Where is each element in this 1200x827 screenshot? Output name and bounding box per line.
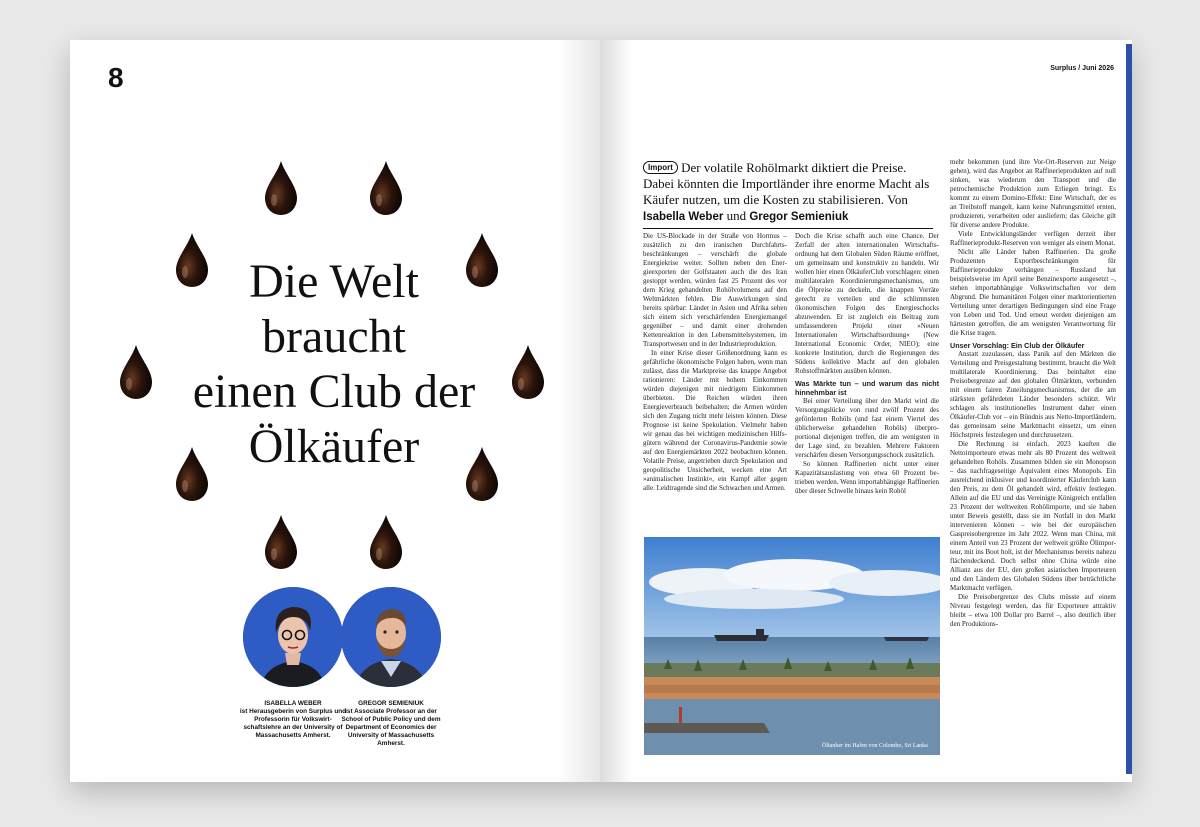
text-column-2 [795, 232, 939, 496]
paragraph: Die Preisobergrenze des Clubs müsste auf einem Niveau festgelegt werden, das für Exporteure attraktiv bleibt – etwa 100 Dollar pro Barrel –, also deutlich über den Produktions- [950, 593, 1116, 628]
harbor-photo [644, 537, 940, 755]
author-bio-weber [237, 700, 349, 740]
author-bio-semieniuk [335, 700, 447, 748]
author-portrait-semieniuk [341, 587, 441, 687]
headline-line: braucht [262, 310, 406, 363]
paragraph: So können Raffinerien nicht unter einer Kapazitätsauslastung von etwa 60 Prozent betrieben werden. Wenn importabhängige Raffinerien über dieser Schwelle hinaus kein Rohöl [795, 460, 939, 495]
headline-line: Die Welt [249, 255, 419, 308]
section-badge: Import [643, 161, 678, 174]
paragraph: mehr bekommen (und ihre Vor-Ort-Reserven zur Neige gehen), wird das Angebot an Raffinerieprodukten auf null sinken, was wiederum den Transport und die petrochemische Produktion zum Erliegen bringt. Es kommt zu einem Domino-Effekt: Eine Wirtschaft, der es an Treibstoff mangelt, kann keine Nahrungsmittel ernten, produzieren, verarbeiten oder ausliefern; das Gleiche gilt für diverse andere Produkte. [950, 158, 1116, 229]
byline-author: Isabella Weber [643, 211, 724, 223]
paragraph: Bei einer Verteilung über den Markt wird die Versorgungslücke von rund zwölf Prozent des geförderten Rohöls (und fast einem Viertel des üblicherweise gehandelten Rohöls) überproportional diejenigen treffen, die am wenigsten in der Lage sind, zu bezahlen. Mehrere Faktoren verschärfen diesen Versorgungsschock zusätzlich. [795, 397, 939, 459]
subheading: Unser Vorschlag: Ein Club der Ölkäufer [950, 341, 1085, 350]
byline-and: und [726, 208, 747, 223]
subheading: Was Märkte tun – und warum das nicht hinnehmbar ist [795, 379, 939, 397]
headline-line: Ölkäufer [248, 420, 420, 473]
paragraph: Nicht alle Länder haben Raffinerien. Da große Produzenten Exportbeschränkungen für Raffinerieprodukte verhängen – Russland hat beispielsweise im April seine Benzinexporte ausgesetzt –, stehen importabhängige Volkswirtschaften vor dem Abgrund. Die humanitären Folgen einer marktorientierten Verteilung unter derartigen Bedingungen sind eine Frage von Leben und Tod. Und erneut werden diejenigen am härtesten getroffen, die am wenigsten Verantwortung für die Krise tragen. [950, 248, 1116, 337]
author-name: ISABELLA WEBER [264, 700, 322, 707]
text-column-3 [950, 158, 1116, 629]
magazine-spread [70, 40, 1132, 782]
oil-drop-icon [510, 344, 546, 400]
headline-line: einen Club der [192, 365, 476, 418]
dek-text: Der volatile Rohölmarkt diktiert die Preise. Dabei könnten die Importländer ihre enorme Macht als Käufer nutzen, um die Kosten zu stabilisieren. [643, 160, 930, 207]
paragraph: Viele Entwicklungsländer verfügen derzeit über Raffinerieprodukt-Reserven von weniger als einem Monat. [950, 230, 1116, 247]
paragraph: Die Rechnung ist einfach. 2023 kauften die Nettoimporteure etwas mehr als 80 Prozent des weltweit gehandelten Rohöls. Zusammen bilden sie ein Monopson – das nachfrageseitige Äquivalent eines Monopols. Ein ausreichend inklusiver und koordinierter Käuferclub kann den Preis, zu dem Öl gehandelt wird, effektiv festlegen. Allein auf die EU und das Vereinigte Königreich entfallen 23 Prozent der weltweiten Rohölimporte, und sie haben unter Beweis gestellt, dass sie im Notfall in den Markt intervenieren können – wie bei der europäischen Gaspreisobergrenze im Jahr 2022. Wenn man China, mit einem Anteil von 23 Prozent der weltweit größte Ölimporteur, mit ins Boot holt, ist der Mechanismus bereits nahezu flächendeckend. Doch selbst ohne China würde eine Allianz aus der EU, den großen asiatischen Importeuren und den Ländern des Globalen Südens über beträchtliche Marktmacht verfügen. [950, 440, 1116, 592]
byline-author: Gregor Semieniuk [749, 211, 849, 223]
text-column-1 [643, 232, 787, 493]
right-page [600, 40, 1132, 782]
paragraph: Die US-Blockade in der Straße von Hormus – zusätzlich zu den iranischen Durchfahrtsbeschränkungen – verschärft die globale Energiekrise weiter. Sollten neben den Energieexporten der Golfstaaten auch die des Iran gestoppt werden, würden fast 25 Prozent des vor dem Krieg gehandelten Rohölvolumens auf den Weltmärkten fehlen. Die Auswirkungen sind bereits spürbar: Länder in Asien und Afrika sehen sich einem sich verschärfenden Energiemangel gegenüber – und damit einer drohenden Kettenreaktion in den Lebensmittelsystemen, im Transportwesen und in der Industrieproduktion. [643, 232, 787, 348]
article-dek [643, 160, 933, 225]
headline [158, 254, 510, 474]
oil-drop-icon [263, 160, 299, 216]
dek-rule [643, 228, 933, 229]
oil-drop-icon [368, 160, 404, 216]
oil-drop-icon [263, 514, 299, 570]
paragraph: In einer Krise dieser Größenordnung kann es gefährliche ökonomische Folgen haben, wenn man zulässt, dass die Marktpreise das knappe Angebot rationieren: Länder mit hohem Einkommen würden diejenigen mit niedrigem Einkommen überbieten. Die Reichen würden ihren Energieverbrauch beibehalten; die Armen würden sich den Zugang nicht mehr leisten können. Diese Prognose ist keine Spekulation. Vielmehr haben wir genau das bei wichtigen medizinischen Hilfsgütern während der Coronavirus-Pandemie sowie auf den Energiemärkten 2022 beobachten können. Volatile Preise, angetrieben durch Spekulation und geopolitische Unsicherheit, wecken eine Art »animalischen Instinkt«, ein Kampf aller gegen alle. Leidtragende sind die Schwachen und Armen. [643, 349, 787, 492]
oil-drop-icon [368, 514, 404, 570]
author-bio-text: ist Associate Professor an der School of Public Policy und dem Department of Economics der University of Massachusetts Amherst. [341, 708, 441, 747]
oil-drop-icon [118, 344, 154, 400]
paragraph: Anstatt zuzulassen, dass Panik auf den Märkten die Verteilung und Preisgestaltung bestimmt, braucht die Welt multilaterale Koordinierung. Das beinhaltet eine Preisobergrenze auf den globalen Ölmärkten, verbunden mit einem fairen Zuteilungsmechanismus, der die am stärksten gefährdeten Länder besonders schützt. Wir schlagen als institutionelles Instrument daher einen Ölkäufer-Club vor – ein Bündnis aus Netto-Importländern, das gemeinsam seine Marktmacht einsetzt, um einen Höchstpreis festzulegen und durchzusetzen. [950, 350, 1116, 439]
left-page [70, 40, 600, 782]
author-portrait-weber [243, 587, 343, 687]
photo-caption: Öltanker im Hafen von Colombo, Sri Lanka [822, 743, 928, 749]
byline-prefix: Von [887, 192, 908, 207]
page-number: 8 [108, 62, 124, 93]
running-head: Surplus / Juni 2026 [1050, 65, 1114, 72]
spine-right-edge [1126, 44, 1132, 774]
author-name: GREGOR SEMIENIUK [358, 700, 424, 707]
author-bio-text: ist Herausgeberin von Surplus und Professorin für Volkswirtschaftslehre an der University of Massachusetts Amherst. [239, 708, 347, 739]
paragraph: Doch die Krise schafft auch eine Chance. Der Zerfall der alten internationalen Wirtschaftsordnung hat dem Globalen Süden Räume eröffnet, um gemeinsam und konstruktiv zu handeln. Wir wollen hier einen ÖlkäuferClub vorschlagen: einen multilateralen Koordinierungsmechanismus, um die Ölpreise zu deckeln, die knappen Vorräte gerecht zu verteilen und die schlimmsten ökonomischen Folgen des Energieschocks abzuwenden. Er ist zugleich ein Beitrag zum umfassenderen Projekt einer »Neuen Internationalen Wirtschaftsordnung« (New International Economic Order, NIEO); eine konkrete Institution, durch die Regierungen des Südens kollektive Macht auf den globalen Rohstoffmärkten ausüben können. [795, 232, 939, 375]
